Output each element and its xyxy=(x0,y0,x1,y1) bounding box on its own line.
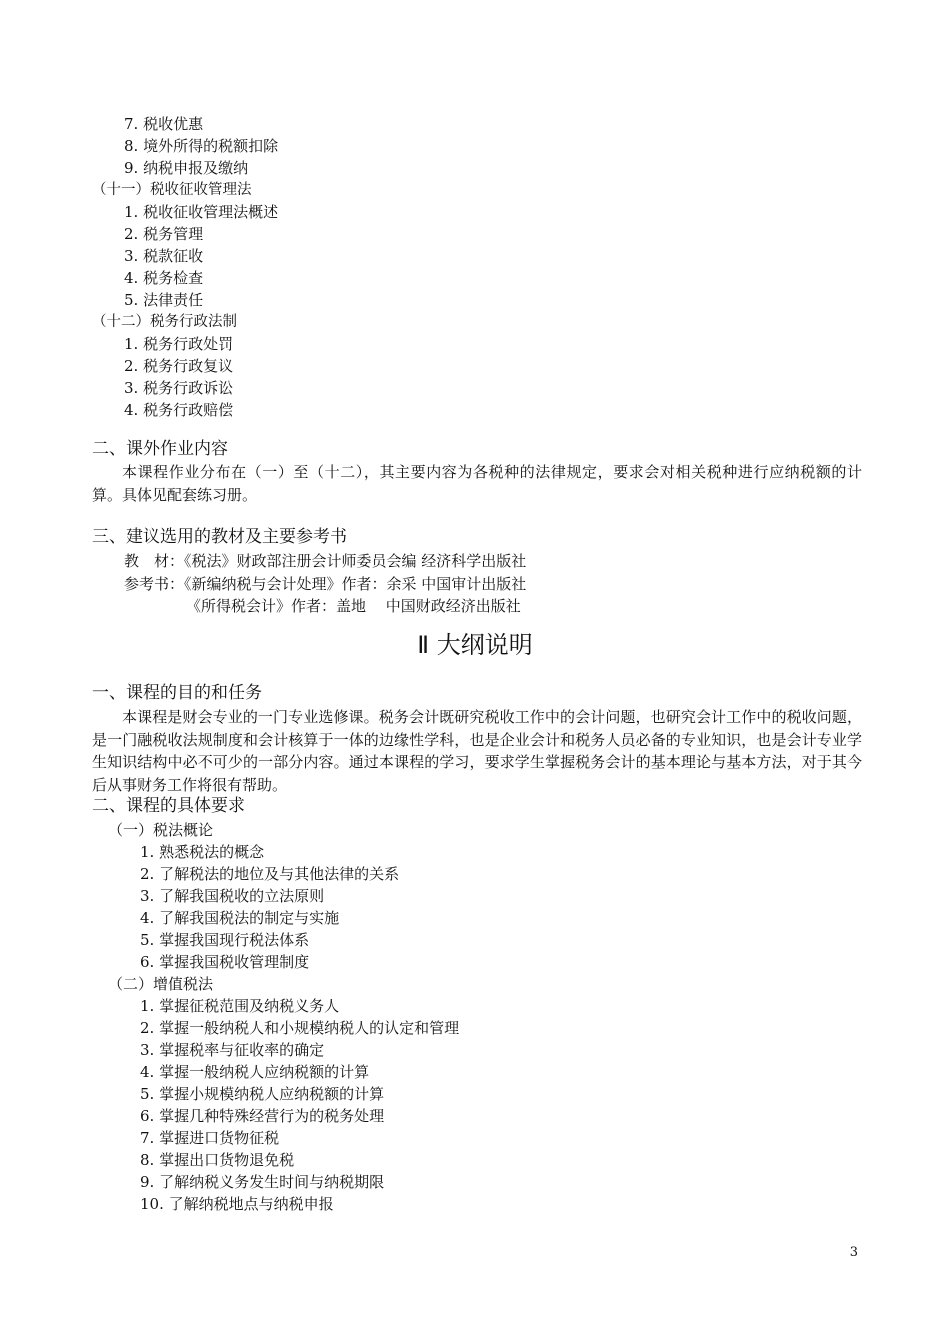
section-heading-11: （十一）税收征收管理法 xyxy=(92,182,252,198)
list-item: 1. 掌握征税范围及纳税义务人 xyxy=(140,997,340,1015)
list-item: 5. 掌握我国现行税法体系 xyxy=(140,931,310,949)
list-item: 9. 了解纳税义务发生时间与纳税期限 xyxy=(140,1173,385,1191)
list-item: 6. 掌握几种特殊经营行为的税务处理 xyxy=(140,1107,385,1125)
list-item: 5. 掌握小规模纳税人应纳税额的计算 xyxy=(140,1085,385,1103)
list-item: 8. 境外所得的税额扣除 xyxy=(124,137,279,155)
list-item: 1. 熟悉税法的概念 xyxy=(140,843,265,861)
textbook-line: 教 材：《税法》财政部注册会计师委员会编 经济科学出版社 xyxy=(124,552,527,570)
homework-paragraph: 本课程作业分布在（一）至（十二），其主要内容为各税种的法律规定，要求会对相关税种进行应纳税额的计算。具体见配套练习册。 xyxy=(92,463,862,504)
reference-line-2: 《所得税会计》作者：盖地 中国财政经济出版社 xyxy=(186,597,521,615)
books-heading: 三、建议选用的教材及主要参考书 xyxy=(92,527,347,547)
purpose-heading: 一、课程的目的和任务 xyxy=(92,683,262,703)
requirements-heading: 二、课程的具体要求 xyxy=(92,796,245,816)
list-item: 7. 掌握进口货物征税 xyxy=(140,1129,280,1147)
list-item: 3. 掌握税率与征收率的确定 xyxy=(140,1041,325,1059)
reference-line-1: 参考书：《新编纳税与会计处理》作者：余采 中国审计出版社 xyxy=(124,575,527,593)
list-item: 7. 税收优惠 xyxy=(124,115,204,133)
list-item: 2. 税务管理 xyxy=(124,225,204,243)
purpose-paragraph: 本课程是财会专业的一门专业选修课。税务会计既研究税收工作中的会计问题，也研究会计工作中的税收问题，是一门融税收法规制度和会计核算于一体的边缘性学科，也是企业会计和税务人员必备的专业知识，也是会计专业学生知识结构中必不可少的一部分内容。通过本课程的学习，要求学生掌握税务会计的基本理论与基本方法，对于其今后从事财务工作将很有帮助。 xyxy=(92,708,862,794)
list-item: 1. 税收征收管理法概述 xyxy=(124,203,279,221)
subsection-heading: （二）增值税法 xyxy=(108,975,214,993)
list-item: 9. 纳税申报及缴纳 xyxy=(124,159,249,177)
list-item: 2. 了解税法的地位及与其他法律的关系 xyxy=(140,865,400,883)
list-item: 4. 税务检查 xyxy=(124,269,204,287)
list-item: 2. 掌握一般纳税人和小规模纳税人的认定和管理 xyxy=(140,1019,460,1037)
homework-heading: 二、课外作业内容 xyxy=(92,439,228,459)
list-item: 10. 了解纳税地点与纳税申报 xyxy=(140,1195,334,1213)
list-item: 3. 了解我国税收的立法原则 xyxy=(140,887,325,905)
list-item: 2. 税务行政复议 xyxy=(124,357,234,375)
outline-title: Ⅱ 大纲说明 xyxy=(417,631,533,659)
list-item: 4. 税务行政赔偿 xyxy=(124,401,234,419)
list-item: 1. 税务行政处罚 xyxy=(124,335,234,353)
list-item: 4. 了解我国税法的制定与实施 xyxy=(140,909,340,927)
list-item: 8. 掌握出口货物退免税 xyxy=(140,1151,295,1169)
list-item: 6. 掌握我国税收管理制度 xyxy=(140,953,310,971)
list-item: 3. 税款征收 xyxy=(124,247,204,265)
page-number: 3 xyxy=(849,1245,858,1260)
subsection-heading: （一）税法概论 xyxy=(108,821,214,839)
list-item: 3. 税务行政诉讼 xyxy=(124,379,234,397)
list-item: 4. 掌握一般纳税人应纳税额的计算 xyxy=(140,1063,370,1081)
section-heading-12: （十二）税务行政法制 xyxy=(92,314,237,330)
list-item: 5. 法律责任 xyxy=(124,291,204,309)
